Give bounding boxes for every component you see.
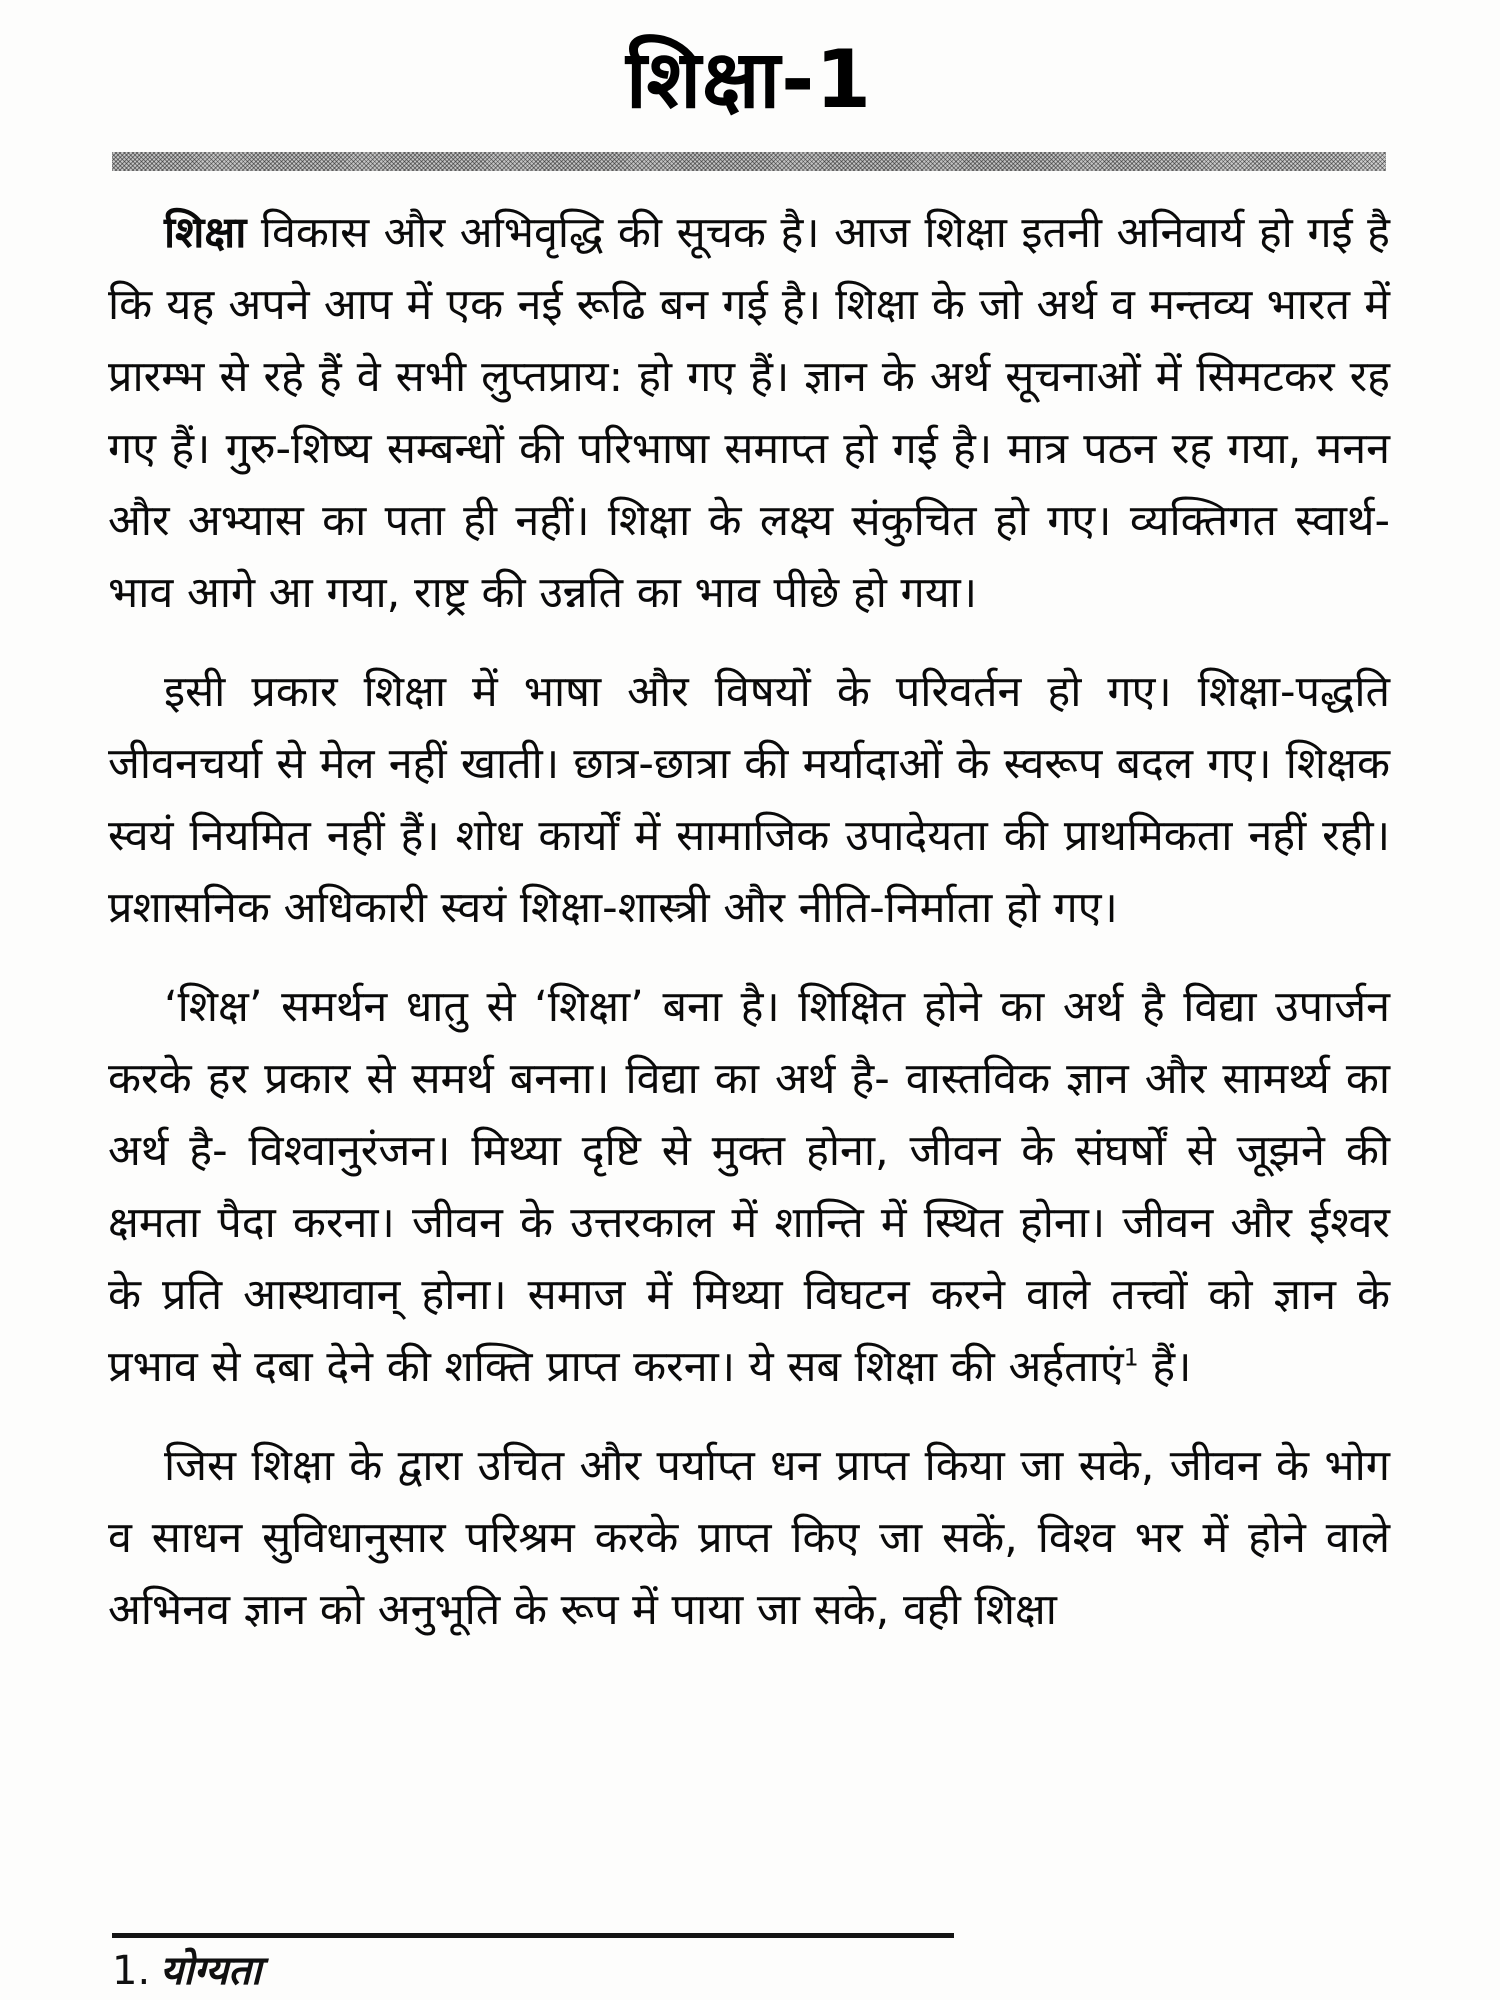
paragraph-1 — [108, 197, 1390, 629]
footnote-text: योग्यता — [160, 1948, 262, 1994]
paragraph-2-text: इसी प्रकार शिक्षा में भाषा और विषयों के परिवर्तन हो गए। शिक्षा-पद्धति जीवनचर्या से मेल नहीं खाती। छात्र-छात्रा की मर्यादाओं के स्वरूप बदल गए। शिक्षक स्वयं नियमित नहीं हैं। शोध कार्यों में सामाजिक उपादेयता की प्राथमिकता नहीं रही। प्रशासनिक अधिकारी स्वयं शिक्षा-शास्त्री और नीति-निर्माता हो गए। — [108, 667, 1390, 933]
decorative-divider-bar — [112, 152, 1386, 171]
footnote-reference-1: 1 — [1123, 1343, 1139, 1372]
paragraph-3-text: ‘शिक्ष’ समर्थन धातु से ‘शिक्षा’ बना है। शिक्षित होने का अर्थ है विद्या उपार्जन करके हर प्रकार से समर्थ बनना। विद्या का अर्थ है- वास्तविक ज्ञान और सामर्थ्य का अर्थ है- विश्वानुरंजन। मिथ्या दृष्टि से मुक्त होना, जीवन के संघर्षों से जूझने की क्षमता पैदा करना। जीवन के उत्तरकाल में शान्ति में स्थित होना। जीवन और ईश्वर के प्रति आस्थावान् होना। समाज में मिथ्या विघटन करने वाले तत्त्वों को ज्ञान के प्रभाव से दबा देने की शक्ति प्राप्त करना। ये सब शिक्षा की अर्हताएं — [108, 982, 1390, 1392]
paragraph-1-lead-word: शिक्षा — [164, 208, 247, 258]
paragraph-4 — [108, 1430, 1390, 1646]
footnote — [112, 1948, 261, 1994]
paragraph-2 — [108, 656, 1390, 944]
paragraph-1-text: विकास और अभिवृद्धि की सूचक है। आज शिक्षा इतनी अनिवार्य हो गई है कि यह अपने आप में एक नई रूढि बन गई है। शिक्षा के जो अर्थ व मन्तव्य भारत में प्रारम्भ से रहे हैं वे सभी लुप्तप्राय: हो गए हैं। ज्ञान के अर्थ सूचनाओं में सिमटकर रह गए हैं। गुरु-शिष्य सम्बन्धों की परिभाषा समाप्त हो गई है। मात्र पठन रह गया, मनन और अभ्यास का पता ही नहीं। शिक्षा के लक्ष्य संकुचित हो गए। व्यक्तिगत स्वार्थ-भाव आगे आ गया, राष्ट्र की उन्नति का भाव पीछे हो गया। — [108, 208, 1390, 618]
body-text — [108, 197, 1390, 1646]
page-title: शिक्षा-1 — [625, 33, 873, 126]
paragraph-3 — [108, 971, 1390, 1403]
footnote-marker: 1. — [112, 1948, 151, 1994]
paragraph-4-text: जिस शिक्षा के द्वारा उचित और पर्याप्त धन प्राप्त किया जा सके, जीवन के भोग व साधन सुविधानुसार परिश्रम करके प्राप्त किए जा सकें, विश्व भर में होने वाले अभिनव ज्ञान को अनुभूति के रूप में पाया जा सके, वही शिक्षा — [108, 1441, 1390, 1635]
paragraph-3-text-end: हैं। — [1138, 1342, 1192, 1392]
footnote-separator-rule — [112, 1933, 954, 1938]
